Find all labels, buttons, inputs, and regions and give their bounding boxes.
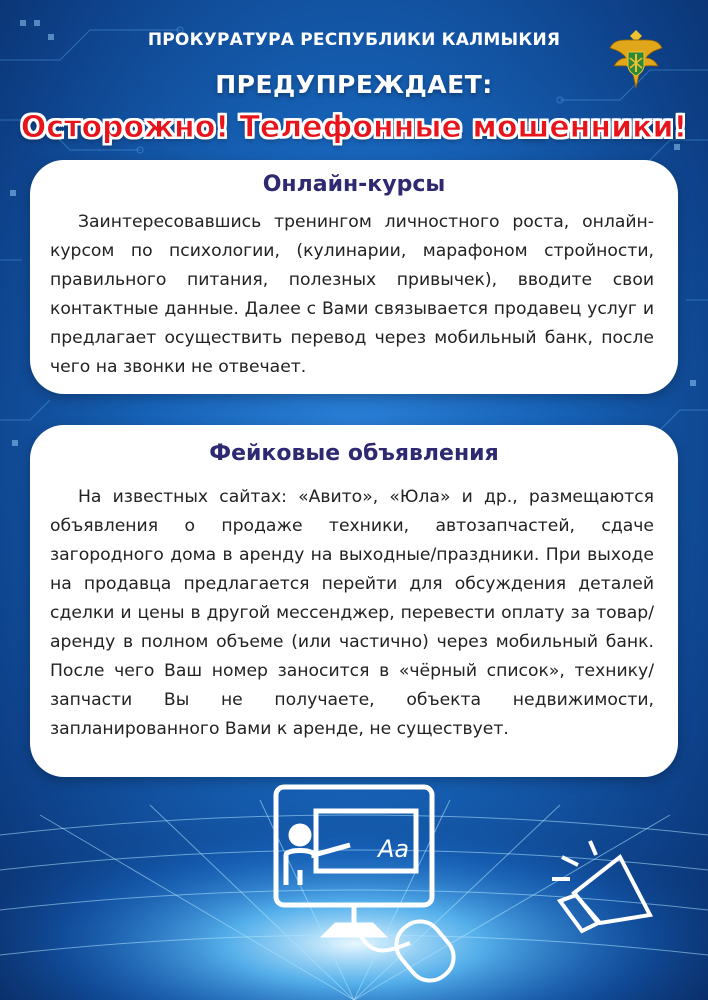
alert-heading: Осторожно! Телефонные мошенники! — [20, 110, 688, 145]
monitor-label: Aa — [378, 835, 410, 863]
online-courses-text: Заинтересовавшись тренингом личностного роста, онлайн-курсом по психологии, (кулинарии, марафоном стройности, правильного питания, полезных привычек), вводите свои контактные данные. Далее с Вами связывается продавец услуг и предлагает осуществить перевод через мобильный банк, после чего на звонки не отвечает. — [50, 212, 654, 377]
fake-ads-title: Фейковые объявления — [209, 441, 499, 466]
online-courses-title: Онлайн-курсы — [262, 172, 446, 197]
fake-ads-text: На известных сайтах: «Авито», «Юла» и др., размещаются объявления о продаже техники, автозапчастей, сдаче загородного дома в аренду на выходные/праздники. При выходе на продавца предлагается перейти для обсуждения деталей сделки и цены в другой мессенджер, перевести оплату за товар/аренду в полном объеме (или частично) через мобильный банк. После чего Ваш номер заносится в «чёрный список», технику/запчасти Вы не получаете, объекта недвижимости, запланированного Вами к аренде, не существует. — [50, 487, 654, 739]
organization-name: ПРОКУРАТУРА РЕСПУБЛИКИ КАЛМЫКИЯ — [147, 30, 561, 50]
header — [0, 0, 708, 160]
bottom-illustration — [0, 775, 708, 1000]
warning-heading: ПРЕДУПРЕЖДАЕТ: — [215, 70, 493, 99]
online-courses-card — [30, 160, 678, 394]
fake-ads-card — [30, 425, 678, 777]
emblem-icon — [606, 24, 666, 94]
